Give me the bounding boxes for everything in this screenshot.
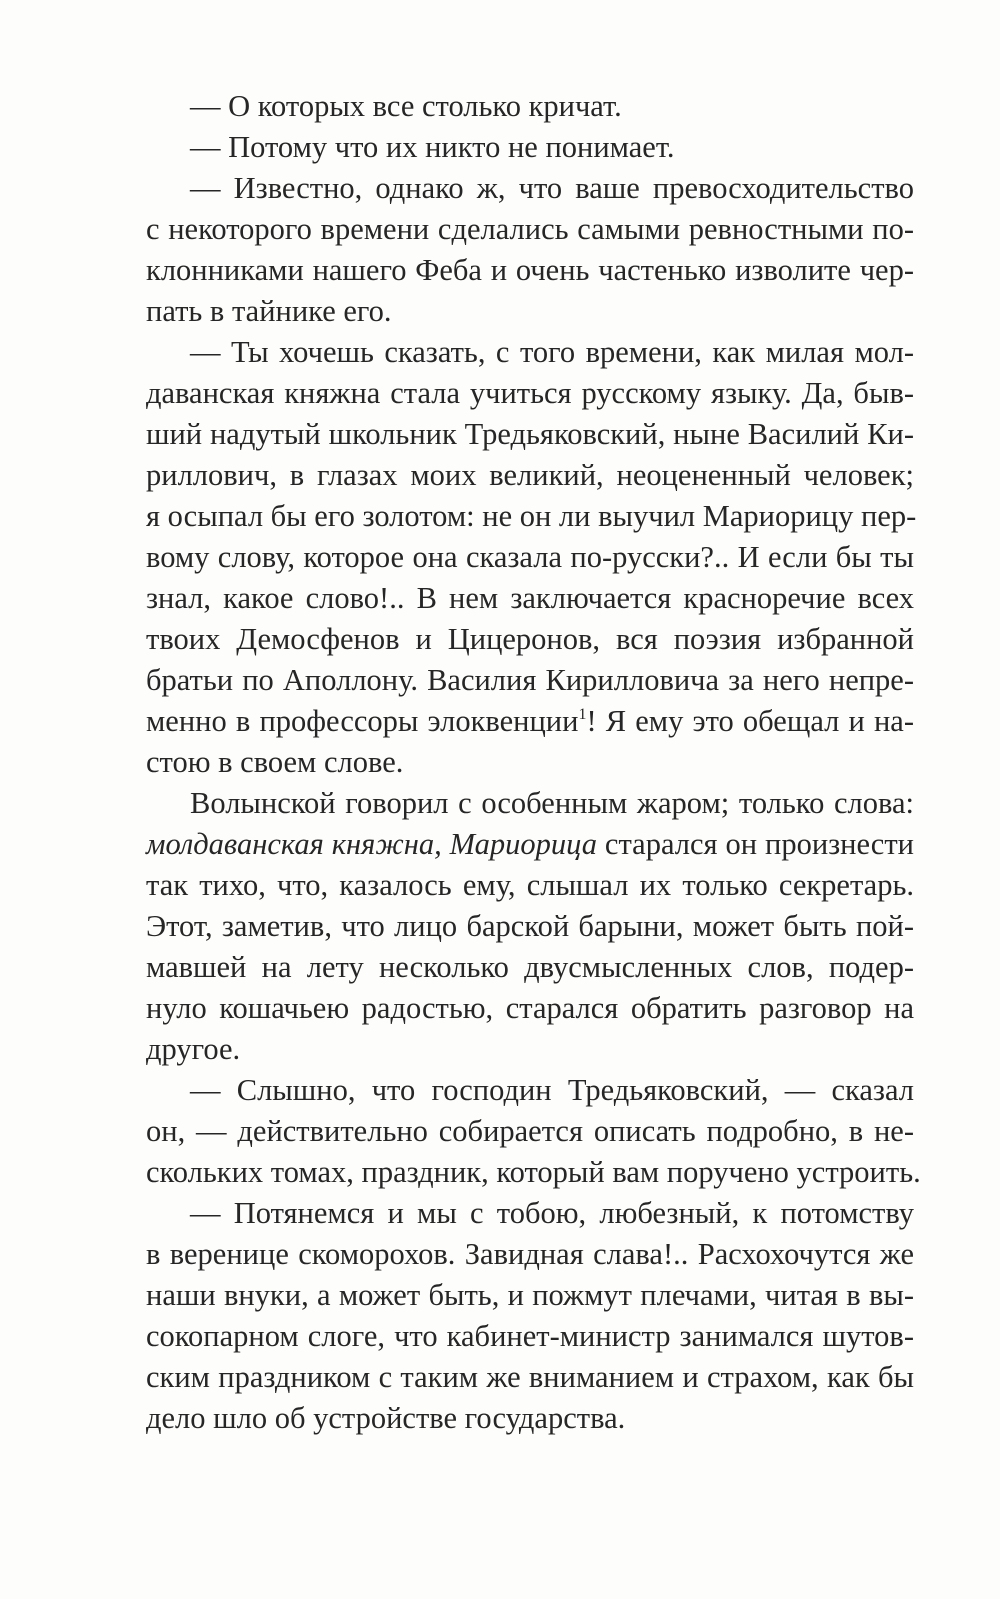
text-line: знал, какое слово!.. В нем заключается красноречие всех [146,581,914,615]
footnote-reference: 1 [578,706,587,723]
text-line: — Ты хочешь сказать, с того времени, как милая мол- [190,335,914,369]
text-line: сокопарном слоге, что кабинет-министр занимался шутов- [146,1319,914,1353]
text-line: дело шло об устройстве государства. [146,1401,626,1435]
text-line: пать в тайнике его. [146,294,392,328]
text-line: с некоторого времени сделались самыми ревностными по- [146,212,914,246]
text-line: я осыпал бы его золотом: не он ли выучил Мариорицу пер- [146,499,917,533]
text-line: вому слову, которое она сказала по-русски?.. И если бы ты [146,540,914,574]
text-line: Этот, заметив, что лицо барской барыни, может быть пой- [146,909,914,943]
text-line: ший надутый школьник Тредьяковский, ныне Василий Ки- [146,417,914,451]
text-line: — Потянемся и мы с тобою, любезный, к потомству [190,1196,914,1230]
text-line: — Известно, однако ж, что ваше превосходительство [190,171,914,205]
text-line: даванская княжна стала учиться русскому языку. Да, быв- [146,376,914,410]
text-line: клонниками нашего Феба и очень частенько изволите чер- [146,253,914,287]
italic-text: молдаванская княжна, Мариорица [146,827,597,861]
text-fragment: менно в профессоры элоквенции [146,704,579,738]
text-line: твоих Демосфенов и Цицеронов, вся поэзия избранной [146,622,914,656]
text-line: ским праздником с таким же вниманием и страхом, как бы [146,1360,914,1394]
text-line: другое. [146,1032,241,1066]
text-line [146,699,914,743]
text-line: — О которых все столько кричат. [190,89,622,123]
text-line: в веренице скоморохов. Завидная слава!.. Расхохочутся же [146,1237,914,1271]
text-line: он, — действительно собирается описать подробно, в не- [146,1114,914,1148]
text-line: Волынской говорил с особенным жаром; только слова: [190,786,914,820]
text-line [146,822,914,866]
text-line: — Потому что их никто не понимает. [190,130,675,164]
text-line: скольких томах, праздник, который вам поручено устроить. [146,1155,921,1189]
text-line: нуло кошачьею радостью, старался обратить разговор на [146,991,914,1025]
text-line: — Слышно, что господин Тредьяковский, — сказал [190,1073,914,1107]
text-fragment: старался он произнести [597,827,914,861]
text-line: риллович, в глазах моих великий, неоцененный человек; [146,458,914,492]
text-line: стою в своем слове. [146,745,404,779]
text-line: братьи по Аполлону. Василия Кирилловича за него непре- [146,663,914,697]
text-fragment: ! Я ему это обещал и на- [586,704,914,738]
text-line: мавшей на лету несколько двусмысленных слов, подер- [146,950,914,984]
text-line: так тихо, что, казалось ему, слышал их только секретарь. [146,868,914,902]
text-line: наши внуки, а может быть, и пожмут плечами, читая в вы- [146,1278,914,1312]
